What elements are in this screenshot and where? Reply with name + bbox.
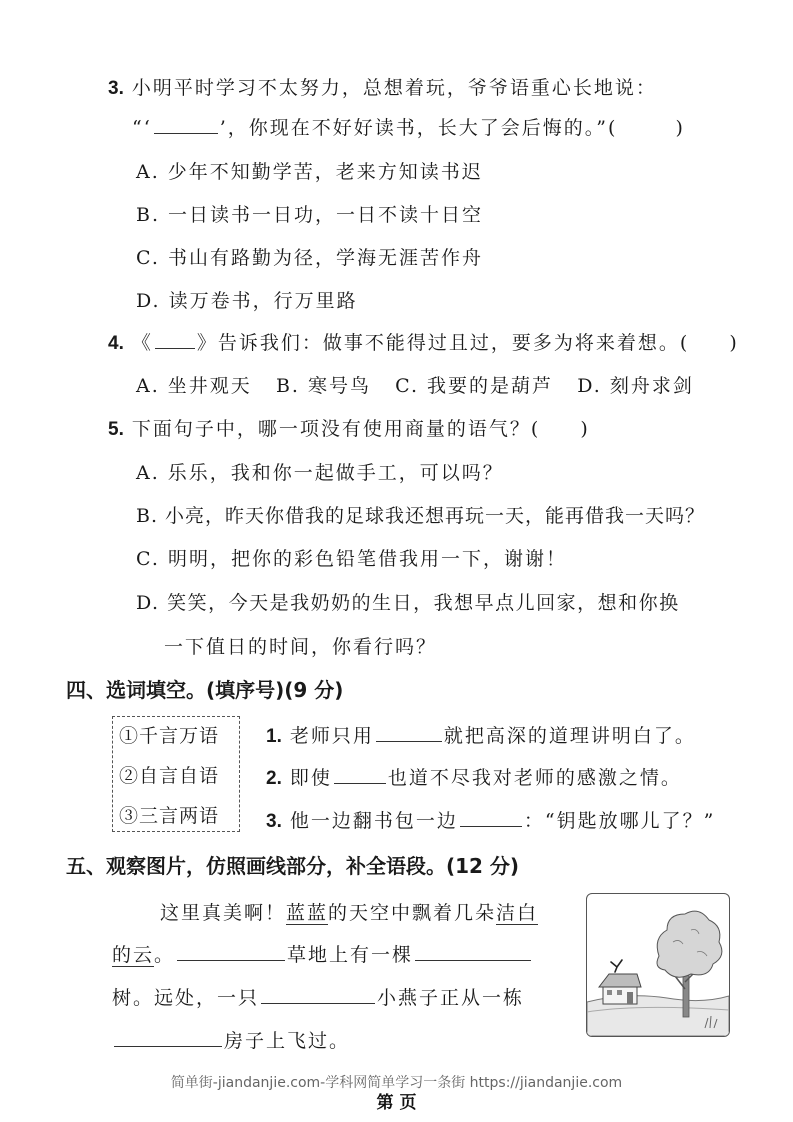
- s4-item-2-number: 2.: [266, 768, 282, 789]
- s5-line3: [112, 983, 524, 1010]
- s4-item-1-blank[interactable]: [376, 723, 442, 742]
- q3-stem-line1: 小明平时学习不太努力，总想着玩，爷爷语重心长地说：: [131, 77, 657, 99]
- q5-option-c: C. 明明，把你的彩色铅笔借我用一下，谢谢！: [136, 548, 567, 570]
- q3-line2: [132, 113, 685, 140]
- q5-stem: 下面句子中，哪一项没有使用商量的语气？(: [131, 418, 541, 440]
- s5-p3-b: 小燕子正从一栋: [377, 987, 525, 1009]
- word-3: ③三言两语: [119, 805, 220, 827]
- word-bank: [112, 716, 240, 832]
- q4-option-b: B. 寒号鸟: [275, 375, 371, 397]
- s5-blank-4[interactable]: [114, 1028, 222, 1047]
- q5-number: 5.: [108, 419, 124, 440]
- s5-p4-a: 房子上飞过。: [224, 1030, 351, 1052]
- q5-option-d-cont: 一下值日的时间，你看行吗？: [164, 636, 438, 658]
- q3-paren-close: ): [675, 117, 685, 139]
- s4-item-2: [266, 763, 682, 790]
- s5-blank-2[interactable]: [415, 942, 531, 961]
- s5-line4: [112, 1026, 350, 1053]
- s4-item-3-before: 他一边翻书包一边: [289, 810, 458, 832]
- s4-item-2-blank[interactable]: [334, 765, 386, 784]
- q5-option-a: A. 乐乐，我和你一起做手工，可以吗？: [136, 462, 504, 484]
- s5-p1-b: 的天空中飘着几朵: [328, 902, 497, 924]
- s4-item-1: [266, 721, 696, 748]
- q3-option-c: C. 书山有路勤为径，学海无涯苦作舟: [136, 247, 483, 269]
- q4-number: 4.: [108, 333, 124, 354]
- s5-blank-1[interactable]: [177, 942, 285, 961]
- s5-p1-a: 这里真美啊！: [160, 902, 287, 924]
- q4-line: [108, 328, 739, 355]
- q4-stem: 》告诉我们：做事不能得过且过，要多为将来着想。(: [196, 332, 690, 354]
- q3-option-d: D. 读万卷书，行万里路: [136, 290, 358, 312]
- s5-underline-1: 蓝蓝: [286, 902, 329, 924]
- q5-paren-close: ): [580, 418, 590, 440]
- section5-title: 五、观察图片，仿照画线部分，补全语段。(12 分): [66, 854, 520, 878]
- s5-p2-b: 草地上有一棵: [287, 944, 414, 966]
- q5-option-d: D. 笑笑，今天是我奶奶的生日，我想早点儿回家，想和你换: [136, 592, 680, 614]
- q4-paren-close: ): [729, 332, 739, 354]
- s5-underline-2: 洁白: [496, 902, 539, 924]
- q5-line: [108, 414, 590, 441]
- s5-line2: [112, 940, 533, 967]
- q4-option-a: A. 坐井观天: [136, 375, 252, 397]
- house-icon: [599, 974, 641, 1004]
- swallow-icon: [611, 960, 622, 972]
- page-number-label: 第 页: [376, 1093, 417, 1113]
- q4-option-c: C. 我要的是葫芦: [395, 375, 554, 397]
- q5-option-b: B. 小亮，昨天你借我的足球我还想再玩一天，能再借我一天吗？: [136, 505, 706, 527]
- s4-item-2-after: 也道不尽我对老师的感激之情。: [387, 767, 682, 789]
- q3-option-b: B. 一日读书一日功，一日不读十日空: [136, 204, 484, 226]
- section4-title: 四、选词填空。(填序号)(9 分): [66, 678, 344, 702]
- s5-p2-a: 。: [154, 944, 176, 966]
- q3-option-a: A. 少年不知勤学苦，老来方知读书迟: [136, 161, 483, 183]
- q3-answer-blank[interactable]: [154, 115, 218, 134]
- word-2: ②自言自语: [119, 765, 220, 787]
- s5-underline-3: 的云: [112, 944, 155, 966]
- s4-item-1-before: 老师只用: [289, 725, 374, 747]
- q4-options: [136, 371, 694, 398]
- q4-option-d: D. 刻舟求剑: [577, 375, 694, 397]
- s5-line1: [160, 898, 538, 925]
- s4-item-2-before: 即使: [289, 767, 332, 789]
- word-1: ①千言万语: [119, 725, 220, 747]
- s4-item-1-after: 就把高深的道理讲明白了。: [443, 725, 696, 747]
- s4-item-3-blank[interactable]: [460, 808, 522, 827]
- q3-stem-line2: ’，你现在不好好读书，长大了会后悔的。”(: [219, 117, 618, 139]
- q3-line1: [108, 73, 657, 100]
- q4-answer-blank[interactable]: [155, 330, 195, 349]
- footer-watermark: 简单街-jiandanjie.com-学科网简单学习一条街 https://jiandanjie.com: [170, 1075, 623, 1091]
- q4-bracket-open: 《: [131, 332, 153, 354]
- q3-quote-open: “‘: [132, 117, 152, 139]
- s4-item-3-after: ：“钥匙放哪儿了？”: [523, 810, 716, 832]
- s5-blank-3[interactable]: [261, 985, 375, 1004]
- q3-number: 3.: [108, 78, 124, 99]
- s4-item-3-number: 3.: [266, 811, 282, 832]
- s5-p3-a: 树。远处，一只: [112, 987, 260, 1009]
- scene-picture: [586, 893, 730, 1037]
- s4-item-1-number: 1.: [266, 726, 282, 747]
- s4-item-3: [266, 806, 715, 833]
- scene-illustration: [587, 894, 729, 1036]
